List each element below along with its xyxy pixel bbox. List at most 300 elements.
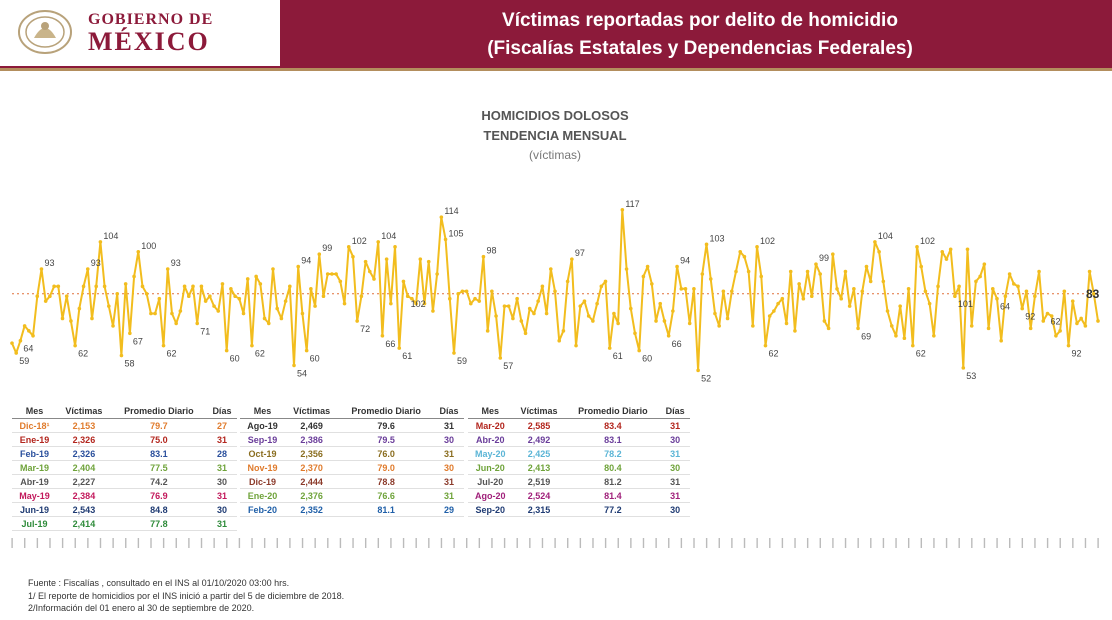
x-tick <box>289 538 290 548</box>
table-cell-d: 31 <box>660 475 690 489</box>
x-tick <box>1085 538 1086 548</box>
table-cell-v: 2,386 <box>285 433 338 447</box>
col-header: Mes <box>240 405 285 419</box>
data-point <box>852 287 856 291</box>
table-cell-v: 2,326 <box>57 447 111 461</box>
data-point <box>482 255 486 259</box>
data-label: 60 <box>229 353 240 364</box>
data-point <box>78 307 82 311</box>
data-point <box>136 250 140 254</box>
table-cell-v: 2,153 <box>57 419 111 433</box>
data-point <box>372 277 376 281</box>
eagle-seal-icon <box>16 8 74 56</box>
table-row <box>240 461 464 475</box>
data-point <box>473 297 477 301</box>
table-cell-p: 77.8 <box>111 517 207 531</box>
data-point <box>120 354 124 358</box>
table-cell-d: 31 <box>434 419 464 433</box>
x-tick <box>984 538 985 548</box>
table-cell-d: 31 <box>660 489 690 503</box>
table-cell-p: 81.4 <box>565 489 660 503</box>
data-point <box>200 285 204 289</box>
data-point <box>31 334 35 338</box>
x-tick <box>112 538 113 548</box>
table-cell-mes: Mar-20 <box>468 419 513 433</box>
data-point <box>57 285 61 289</box>
data-label: 92 <box>1071 348 1082 359</box>
table-cell-d: 31 <box>660 447 690 461</box>
data-label: 58 <box>124 358 135 369</box>
data-point <box>334 272 338 276</box>
data-label: 92 <box>1025 311 1036 322</box>
data-point <box>1075 322 1079 326</box>
x-tick <box>201 538 202 548</box>
data-point <box>393 245 397 249</box>
data-point <box>751 324 755 328</box>
table-cell-p: 79.5 <box>338 433 434 447</box>
table-row <box>12 433 237 447</box>
data-label: 64 <box>23 343 34 354</box>
data-point <box>229 287 233 291</box>
data-label: 105 <box>448 228 464 239</box>
header-stripe <box>0 68 1112 71</box>
data-point <box>292 364 296 368</box>
data-point <box>759 275 763 279</box>
x-tick <box>466 538 467 548</box>
data-point <box>747 270 751 274</box>
data-label: 60 <box>309 353 320 364</box>
x-tick <box>517 538 518 548</box>
data-point <box>280 317 284 321</box>
data-point <box>288 285 292 289</box>
data-point <box>932 334 936 338</box>
table-cell-v: 2,425 <box>513 447 566 461</box>
table-row <box>12 419 237 433</box>
data-point <box>364 260 368 264</box>
data-point <box>1079 317 1083 321</box>
data-point <box>242 312 246 316</box>
table-row <box>12 517 237 531</box>
data-label: 104 <box>877 230 893 241</box>
table-cell-p: 79.7 <box>111 419 207 433</box>
data-point <box>216 309 220 313</box>
data-point <box>1054 334 1058 338</box>
x-tick <box>630 538 631 548</box>
data-point <box>877 250 881 254</box>
data-point <box>915 245 919 249</box>
data-point <box>802 297 806 301</box>
data-point <box>191 285 195 289</box>
data-point <box>503 304 507 308</box>
x-tick <box>1009 538 1010 548</box>
table-cell-p: 78.2 <box>565 447 660 461</box>
data-point <box>827 327 831 331</box>
data-label: 114 <box>444 206 459 217</box>
x-tick <box>782 538 783 548</box>
table-row <box>468 475 690 489</box>
data-point <box>271 267 275 271</box>
data-label: 53 <box>966 370 977 381</box>
table-cell-p: 81.1 <box>338 503 434 517</box>
data-label: 54 <box>297 368 308 379</box>
x-tick <box>264 538 265 548</box>
data-point <box>115 292 119 296</box>
table-cell-p: 83.1 <box>565 433 660 447</box>
data-point <box>221 282 225 286</box>
data-point <box>713 312 717 316</box>
x-tick <box>11 538 12 548</box>
table-cell-v: 2,352 <box>285 503 338 517</box>
data-point <box>684 287 688 291</box>
data-point <box>962 366 966 370</box>
col-header: Promedio Diario <box>338 405 434 419</box>
data-point <box>174 322 178 326</box>
data-point <box>360 294 364 298</box>
data-point <box>376 240 380 244</box>
data-label: 60 <box>642 353 653 364</box>
data-point <box>764 344 768 348</box>
data-point <box>528 307 532 311</box>
data-point <box>141 285 145 289</box>
x-tick <box>213 538 214 548</box>
table-cell-p: 76.0 <box>338 447 434 461</box>
x-tick <box>592 538 593 548</box>
page-subtitle: (Fiscalías Estatales y Dependencias Federales) <box>487 38 913 59</box>
table-cell-d: 30 <box>660 433 690 447</box>
table-row <box>240 503 464 517</box>
x-tick <box>150 538 151 548</box>
x-tick <box>820 538 821 548</box>
x-tick <box>75 538 76 548</box>
data-label: 93 <box>44 258 55 269</box>
x-tick <box>554 538 555 548</box>
logo-line2: MÉXICO <box>88 27 210 56</box>
table-cell-d: 30 <box>434 433 464 447</box>
x-tick <box>807 538 808 548</box>
data-point <box>625 267 629 271</box>
table-cell-mes: Jun-20 <box>468 461 513 475</box>
table-cell-v: 2,414 <box>57 517 111 531</box>
data-point <box>305 349 309 353</box>
table-cell-mes: Abr-19 <box>12 475 57 489</box>
data-point <box>225 349 229 353</box>
data-point <box>368 270 372 274</box>
data-label: 117 <box>625 198 640 209</box>
x-tick <box>769 538 770 548</box>
data-point <box>187 294 191 298</box>
data-point <box>153 312 157 316</box>
data-label: 103 <box>709 233 725 244</box>
x-tick <box>277 538 278 548</box>
x-tick <box>756 538 757 548</box>
table-cell-mes: Abr-20 <box>468 433 513 447</box>
data-point <box>111 324 115 328</box>
data-point <box>456 292 460 296</box>
data-point <box>494 314 498 318</box>
table-cell-v: 2,469 <box>285 419 338 433</box>
data-point <box>705 243 709 247</box>
table-cell-p: 84.8 <box>111 503 207 517</box>
table-cell-p: 76.9 <box>111 489 207 503</box>
data-point <box>498 356 502 360</box>
table-cell-v: 2,227 <box>57 475 111 489</box>
data-point <box>869 280 873 284</box>
table-row <box>468 461 690 475</box>
x-tick <box>87 538 88 548</box>
x-tick <box>365 538 366 548</box>
data-point <box>570 257 574 261</box>
data-point <box>806 270 810 274</box>
data-point <box>317 252 321 256</box>
x-tick <box>870 538 871 548</box>
col-header: Víctimas <box>57 405 111 419</box>
data-point <box>1037 270 1041 274</box>
data-point <box>616 322 620 326</box>
data-point <box>701 272 705 276</box>
data-point <box>903 336 907 340</box>
data-point <box>440 215 444 219</box>
data-point <box>814 262 818 266</box>
data-label: 93 <box>170 258 181 269</box>
x-tick <box>719 538 720 548</box>
data-point <box>978 275 982 279</box>
data-point <box>726 317 730 321</box>
data-point <box>553 289 557 293</box>
table-cell-mes: Jun-19 <box>12 503 57 517</box>
data-point <box>322 294 326 298</box>
table-cell-mes: Mar-19 <box>12 461 57 475</box>
data-label: 69 <box>861 331 872 342</box>
table-row <box>240 489 464 503</box>
data-label: 61 <box>612 351 623 362</box>
data-point <box>355 319 359 323</box>
table-cell-d: 31 <box>434 447 464 461</box>
table-row <box>468 447 690 461</box>
table-cell-mes: Oct-19 <box>240 447 285 461</box>
data-point <box>389 302 393 306</box>
table-cell-p: 77.2 <box>565 503 660 517</box>
x-tick <box>428 538 429 548</box>
data-point <box>882 280 886 284</box>
data-point <box>612 312 616 316</box>
table-cell-mes: Nov-19 <box>240 461 285 475</box>
table-row <box>12 489 237 503</box>
data-point <box>179 309 183 313</box>
table-cell-mes: Ago-20 <box>468 489 513 503</box>
x-tick <box>1072 538 1073 548</box>
data-point <box>654 319 658 323</box>
data-point <box>987 327 991 331</box>
x-tick <box>226 538 227 548</box>
data-point <box>465 289 469 293</box>
x-tick <box>908 538 909 548</box>
table-row <box>12 475 237 489</box>
x-tick <box>378 538 379 548</box>
chart-units: (víctimas) <box>529 148 581 162</box>
data-point <box>233 294 237 298</box>
data-point <box>263 317 267 321</box>
data-point <box>894 334 898 338</box>
col-header: Mes <box>468 405 513 419</box>
data-point <box>940 250 944 254</box>
table-cell-v: 2,519 <box>513 475 566 489</box>
x-tick <box>491 538 492 548</box>
table-cell-d: 28 <box>207 447 237 461</box>
table-cell-p: 81.2 <box>565 475 660 489</box>
x-tick <box>100 538 101 548</box>
table-row <box>468 489 690 503</box>
data-point <box>490 289 494 293</box>
data-point <box>301 312 305 316</box>
x-tick <box>1022 538 1023 548</box>
table-row <box>12 447 237 461</box>
footnote-2: 2/Información del 01 enero al 30 de septiembre de 2020. <box>28 603 255 613</box>
table-cell-d: 31 <box>207 461 237 475</box>
logo-line1: GOBIERNO DE <box>88 11 214 28</box>
data-label: 52 <box>701 373 712 384</box>
data-point <box>204 299 208 303</box>
table-cell-mes: Dic-19 <box>240 475 285 489</box>
data-point <box>1020 307 1024 311</box>
data-point <box>831 252 835 256</box>
data-point <box>743 255 747 259</box>
data-point <box>520 319 524 323</box>
table-cell-mes: Feb-19 <box>12 447 57 461</box>
table-row <box>240 419 464 433</box>
table-cell-p: 80.4 <box>565 461 660 475</box>
data-point <box>860 289 864 293</box>
x-tick <box>441 538 442 548</box>
page-title: Víctimas reportadas por delito de homicidio <box>502 10 898 31</box>
data-label: 100 <box>141 240 157 251</box>
chart-subtitle: TENDENCIA MENSUAL <box>483 128 627 143</box>
data-point <box>444 238 448 242</box>
data-point <box>1088 270 1092 274</box>
data-point <box>14 351 18 355</box>
data-point <box>658 302 662 306</box>
x-tick <box>643 538 644 548</box>
data-point <box>692 287 696 291</box>
data-point <box>667 334 671 338</box>
x-tick <box>302 538 303 548</box>
x-tick <box>239 538 240 548</box>
table-cell-p: 83.4 <box>565 419 660 433</box>
table-row <box>240 433 464 447</box>
data-point <box>10 341 14 345</box>
data-label: 104 <box>381 230 397 241</box>
data-point <box>856 327 860 331</box>
footnote-1: 1/ El reporte de homicidios por el INS inició a partir del 5 de diciembre de 2018. <box>28 591 345 601</box>
data-point <box>1071 299 1075 303</box>
data-point <box>246 277 250 281</box>
x-tick <box>504 538 505 548</box>
data-point <box>650 282 654 286</box>
data-label: 104 <box>103 230 119 241</box>
data-label: 94 <box>680 255 691 266</box>
data-point <box>250 344 254 348</box>
data-point <box>949 247 953 251</box>
data-label: 102 <box>760 235 776 246</box>
data-label: 66 <box>671 338 682 349</box>
x-tick <box>681 538 682 548</box>
data-point <box>381 334 385 338</box>
data-point <box>461 289 465 293</box>
data-point <box>823 319 827 323</box>
data-point <box>536 299 540 303</box>
data-point <box>452 351 456 355</box>
data-point <box>583 299 587 303</box>
data-point <box>924 289 928 293</box>
data-point <box>406 294 410 298</box>
data-point <box>671 309 675 313</box>
x-tick <box>731 538 732 548</box>
data-point <box>966 247 970 251</box>
data-label: 62 <box>1050 316 1061 327</box>
table-cell-v: 2,444 <box>285 475 338 489</box>
x-tick <box>125 538 126 548</box>
data-label: 72 <box>360 323 371 334</box>
data-point <box>94 285 98 289</box>
data-point <box>873 240 877 244</box>
table-cell-v: 2,376 <box>285 489 338 503</box>
x-tick <box>62 538 63 548</box>
data-point <box>347 245 351 249</box>
x-tick <box>327 538 328 548</box>
average-label: 83 <box>1086 286 1100 301</box>
data-point <box>1016 285 1020 289</box>
data-point <box>1041 319 1045 323</box>
data-point <box>82 285 86 289</box>
data-point <box>435 272 439 276</box>
chart-title: HOMICIDIOS DOLOSOS <box>481 108 629 123</box>
data-label: 62 <box>254 348 265 359</box>
col-header: Días <box>207 405 237 419</box>
x-tick <box>1047 538 1048 548</box>
data-point <box>107 304 111 308</box>
data-point <box>158 297 162 301</box>
data-point <box>545 312 549 316</box>
data-point <box>339 280 343 284</box>
data-point <box>587 314 591 318</box>
x-tick <box>618 538 619 548</box>
data-point <box>679 287 683 291</box>
x-tick <box>996 538 997 548</box>
data-point <box>890 324 894 328</box>
data-point <box>128 331 132 335</box>
data-point <box>919 265 923 269</box>
data-point <box>1029 327 1033 331</box>
data-point <box>343 302 347 306</box>
data-point <box>326 272 330 276</box>
x-tick <box>403 538 404 548</box>
table-cell-v: 2,413 <box>513 461 566 475</box>
x-tick <box>693 538 694 548</box>
data-label: 62 <box>915 348 926 359</box>
data-point <box>848 304 852 308</box>
table-cell-d: 27 <box>207 419 237 433</box>
table-cell-mes: May-20 <box>468 447 513 461</box>
x-tick <box>958 538 959 548</box>
table-cell-d: 30 <box>207 475 237 489</box>
data-point <box>124 282 128 286</box>
data-point <box>839 297 843 301</box>
x-tick <box>176 538 177 548</box>
table-cell-v: 2,524 <box>513 489 566 503</box>
x-tick <box>857 538 858 548</box>
x-tick <box>529 538 530 548</box>
data-point <box>663 319 667 323</box>
x-tick <box>668 538 669 548</box>
